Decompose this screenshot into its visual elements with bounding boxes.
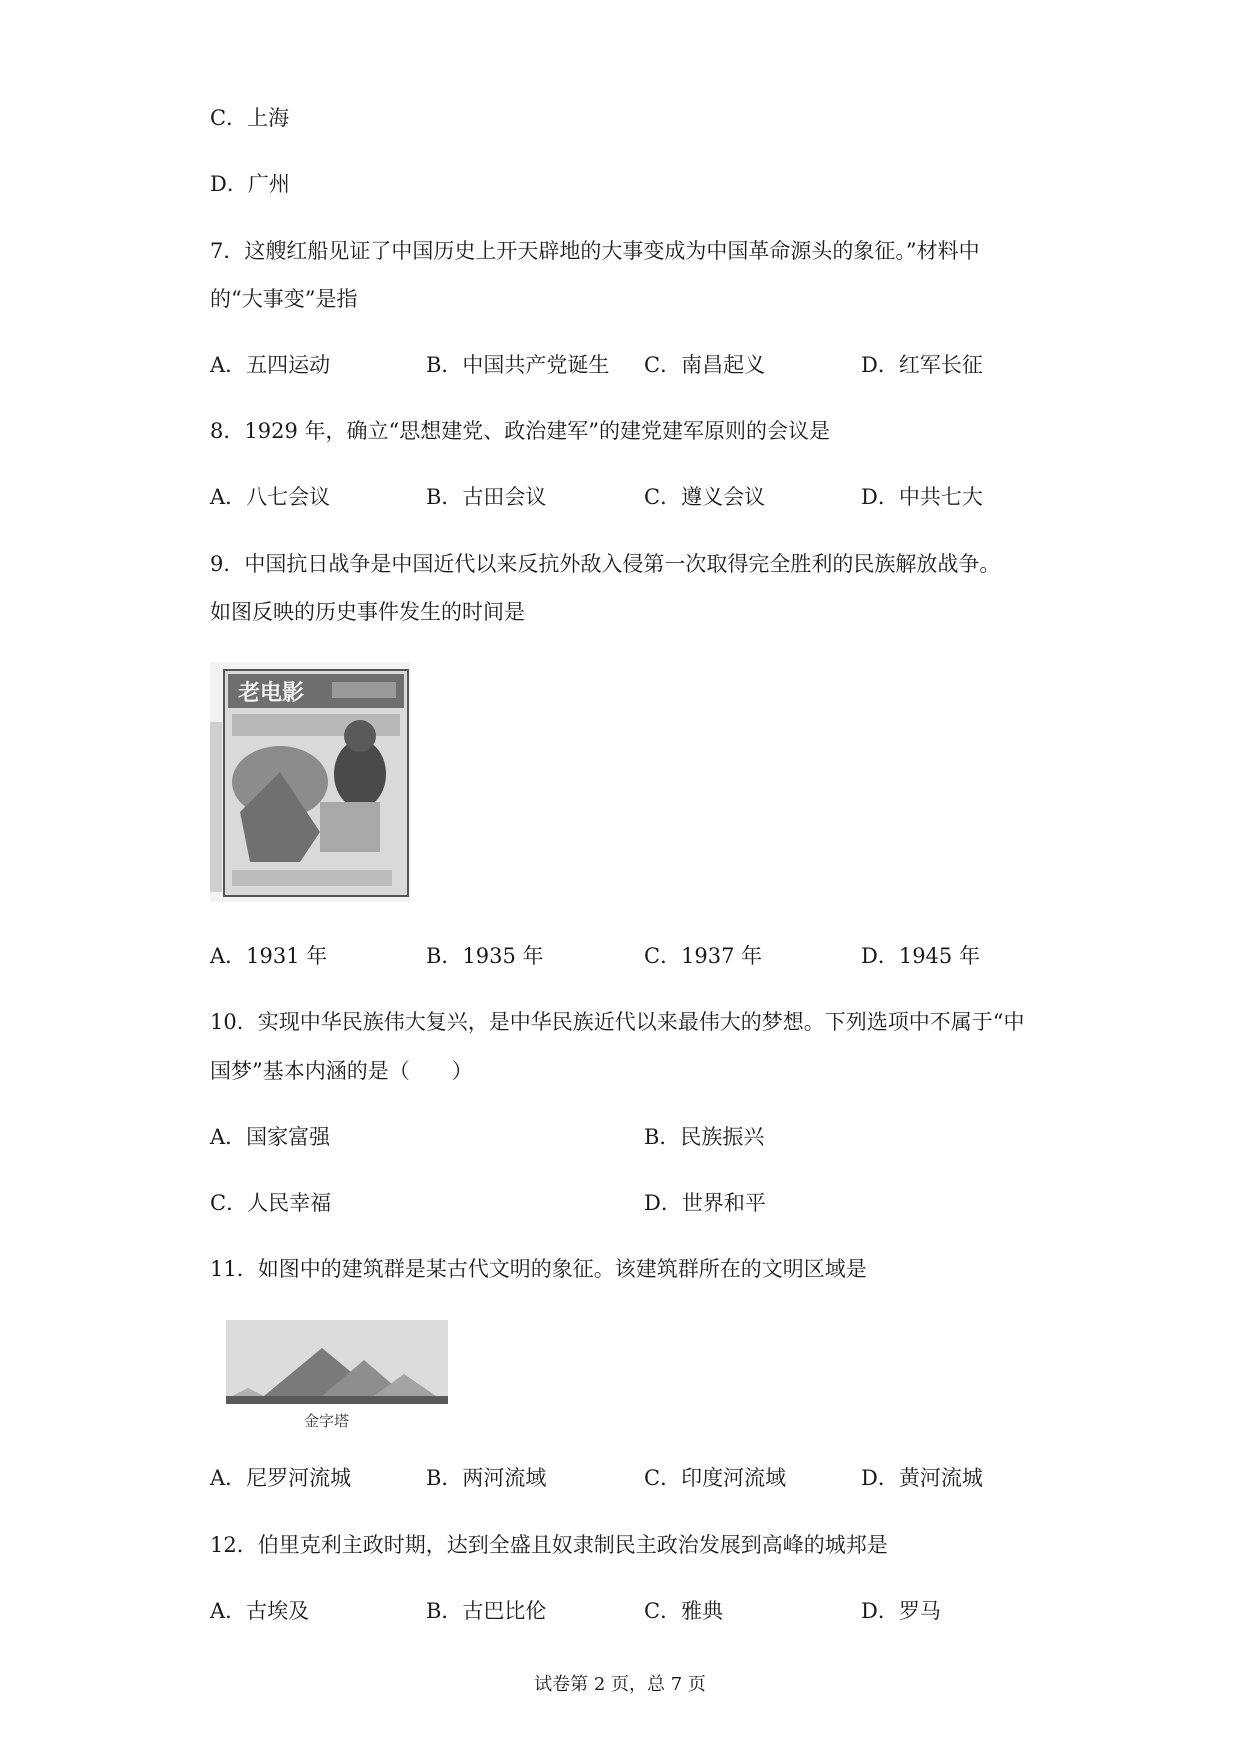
q9-option-b: B．1935 年 [426,944,544,968]
option-d-prev: D．广州 [210,172,290,196]
q11-pyramid-figure [224,1318,450,1438]
pyramid-image [224,1318,450,1438]
q11-option-a: A．尼罗河流城 [210,1466,352,1490]
q9-movie-poster-figure [210,662,410,902]
q9-option-a: A．1931 年 [210,944,328,968]
q10-option-b: B．民族振兴 [644,1125,765,1149]
q10-option-d: D．世界和平 [644,1191,766,1215]
q10-text-line2: 国梦”基本内涵的是（ ） [210,1059,473,1083]
q7-option-d: D．红军长征 [861,353,983,377]
q11-option-d: D．黄河流城 [861,1466,983,1490]
q11-option-c: C．印度河流域 [644,1466,787,1490]
q8-option-b: B．古田会议 [426,485,547,509]
pyramid-caption-text: 金字塔 [304,1412,350,1430]
q12-option-c: C．雅典 [644,1599,724,1623]
poster-title-text: 老电影 [238,680,305,706]
q11-text-line1: 11．如图中的建筑群是某古代文明的象征。该建筑群所在的文明区域是 [210,1257,867,1281]
q7-option-a: A．五四运动 [210,353,331,377]
q7-text-line1: 7．这艘红船见证了中国历史上开天辟地的大事变成为中国革命源头的象征。”材料中 [210,239,980,263]
q7-text-line2: 的“大事变”是指 [210,287,358,311]
q10-text-line1: 10．实现中华民族伟大复兴，是中华民族近代以来最伟大的梦想。下列选项中不属于“中 [210,1010,1025,1034]
q9-option-d: D．1945 年 [861,944,980,968]
movie-poster-image [210,662,410,902]
q8-text-line1: 8．1929 年，确立“思想建党、政治建军”的建党建军原则的会议是 [210,419,830,443]
q12-option-b: B．古巴比伦 [426,1599,547,1623]
q10-option-a: A．国家富强 [210,1125,331,1149]
q8-option-d: D．中共七大 [861,485,983,509]
q7-option-c: C．南昌起义 [644,353,766,377]
q12-text-line1: 12．伯里克利主政时期，达到全盛且奴隶制民主政治发展到高峰的城邦是 [210,1533,888,1557]
q9-option-c: C．1937 年 [644,944,763,968]
q12-option-a: A．古埃及 [210,1599,310,1623]
q11-option-b: B．两河流域 [426,1466,547,1490]
page-footer: 试卷第 2 页，总 7 页 [534,1674,706,1695]
q12-option-d: D．罗马 [861,1599,941,1623]
q10-option-c: C．人民幸福 [210,1191,332,1215]
q7-option-b: B．中国共产党诞生 [426,353,610,377]
q8-option-a: A．八七会议 [210,485,331,509]
q9-text-line1: 9．中国抗日战争是中国近代以来反抗外敌入侵第一次取得完全胜利的民族解放战争。 [210,552,1001,576]
option-c-prev: C．上海 [210,106,290,130]
q9-text-line2: 如图反映的历史事件发生的时间是 [210,600,525,624]
q8-option-c: C．遵义会议 [644,485,766,509]
